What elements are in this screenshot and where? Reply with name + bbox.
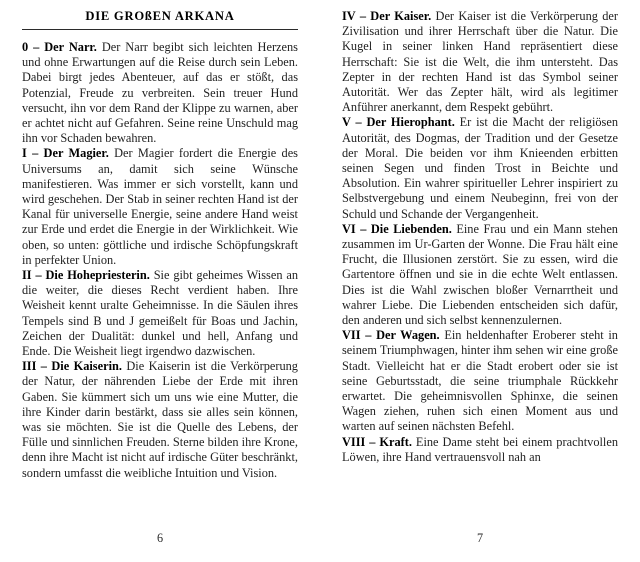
right-column-body [342,9,618,518]
card-title: II – Die Hohepriesterin. [22,268,150,283]
card-text: Die Kaiserin ist die Verkörperung der Natur, der nährenden Liebe der Erde mit ihren Gaben. Sie kümmert sich um uns wie eine Mutter, die ihre Kinder darin bestärkt, dass sie alles sein können, was sie möchten. Sie ist die Quelle des Lebens, der Fülle und sinnlichen Freuden. Sterne bilden ihre Krone, denn ihre Macht ist nicht auf irdische Güter beschränkt, sondern umfasst die weibliche Intuition und Vision. [22,359,298,480]
page-number-right: 7 [476,531,484,545]
page-number-left: 6 [156,531,164,545]
card-title: IV – Der Kaiser. [342,9,432,23]
paragraph-6-die-liebenden [342,222,618,328]
card-text: Sie gibt geheimes Wissen an die weiter, die dieses Recht verdient haben. Ihre Weisheit kennt uralte Geheimnisse. In die Säulen ihres Tempels sind B und J gemeißelt für Boas und Jachin, Zeichen der Dualität: dunkel und hell, Anfang und Ende. Die Weisheit liegt irgendwo dazwischen. [22,268,299,359]
card-title: VII – Der Wagen. [342,328,440,343]
card-text: Der Narr begibt sich leichten Herzens und ohne Erwartungen auf die Reise durch sein Leben. Dabei birgt jedes Abenteuer, auf das er stößt, das Potenzial, Freude zu verbreiten. Sein treuer Hund versucht, ihn vor dem Rand der Klippe zu warnen, aber er achtet nicht auf Gefahren. Seine reine Unschuld mag ihn vor Schaden bewahren. [22,40,298,146]
paragraph-5-der-hierophant [342,115,618,221]
card-text: Eine Frau und ein Mann stehen zusammen im Ur-Garten der Wonne. Die Frau hält eine Frucht, die Illusionen zerstört. Sie zu essen, wird die Gartentore öffnen und sie in die echte Welt entlassen. Dies ist die Wahl zwischen bloßer Vernarrtheit und wahrer Liebe. Die Liebenden entscheiden sich dafür, den anderen und sich selbst kennenzulernen. [342,221,618,328]
card-text: Der Magier fordert die Energie des Universums an, damit sich seine Wünsche manifestieren. Was immer er sich vorstellt, kann und wird geschehen. Der Stab in seiner rechten Hand ist der Kanal für universelle Energie, seine andere Hand weist zur Erde und erdet die Energie in der Wirklichkeit. Wie oben, so unten: göttliche und irdische Schöpfungskraft in perfekter Union. [22,146,298,267]
paragraph-2-die-hohepriesterin [22,268,298,359]
page-right [320,0,640,562]
card-title: V – Der Hierophant. [342,115,455,130]
page-title: DIE GROßEN ARKANA [85,9,235,23]
paragraph-4-der-kaiser [342,9,618,115]
paragraph-7-der-wagen [342,328,618,434]
paragraph-3-die-kaiserin [22,359,298,481]
card-title: VI – Die Liebenden. [342,221,452,236]
left-column-body [22,40,298,518]
card-title: I – Der Magier. [22,146,109,161]
card-text: Er ist die Macht der religiösen Autorität, des Dogmas, der Tradition und der Gesetze der Moral. Die beiden vor ihm Knieenden erbitten seinen Segen und finden Trost in Beichte und Absolution. Ein wahrer spiritueller Lehrer inspiriert zu Selbstvergebung und einem Neubeginn, frei von der Schuld und Schande der Vergangenheit. [342,115,619,221]
card-title: 0 – Der Narr. [22,40,97,54]
card-text: Eine Dame steht bei einem prachtvollen Löwen, ihre Hand vertrauensvoll nah an [342,434,619,464]
header-divider [22,29,298,30]
card-title: III – Die Kaiserin. [22,359,122,374]
paragraph-1-der-magier [22,146,298,268]
card-text: Ein heldenhafter Eroberer steht in seinem Triumphwagen, hinter ihm sehen wir eine große Stadt. Vielleicht hat er die Stadt erobert oder sie ist seine Geburtsstadt, die seine triumphale Rückkehr erwartet. Die geheimnisvollen Sphinxe, die seinen Wagen ziehen, ruhen sich einen Moment aus und warten auf seinen nächsten Befehl. [342,328,618,434]
paragraph-8-kraft [342,435,618,465]
card-text: Der Kaiser ist die Verkörperung der Zivilisation und ihrer Herrschaft über die Natur. Die Kugel in seiner linken Hand repräsentiert diese Herrschaft: Sie ist die Welt, die ihm untersteht. Das Zepter in der rechten Hand ist das Symbol seiner Autorität. Wer das Zepter hält, wird als legitimer Anführer anerkannt, dem Respekt gebührt. [342,9,618,115]
card-title: VIII – Kraft. [342,434,412,449]
paragraph-0-der-narr [22,40,298,146]
